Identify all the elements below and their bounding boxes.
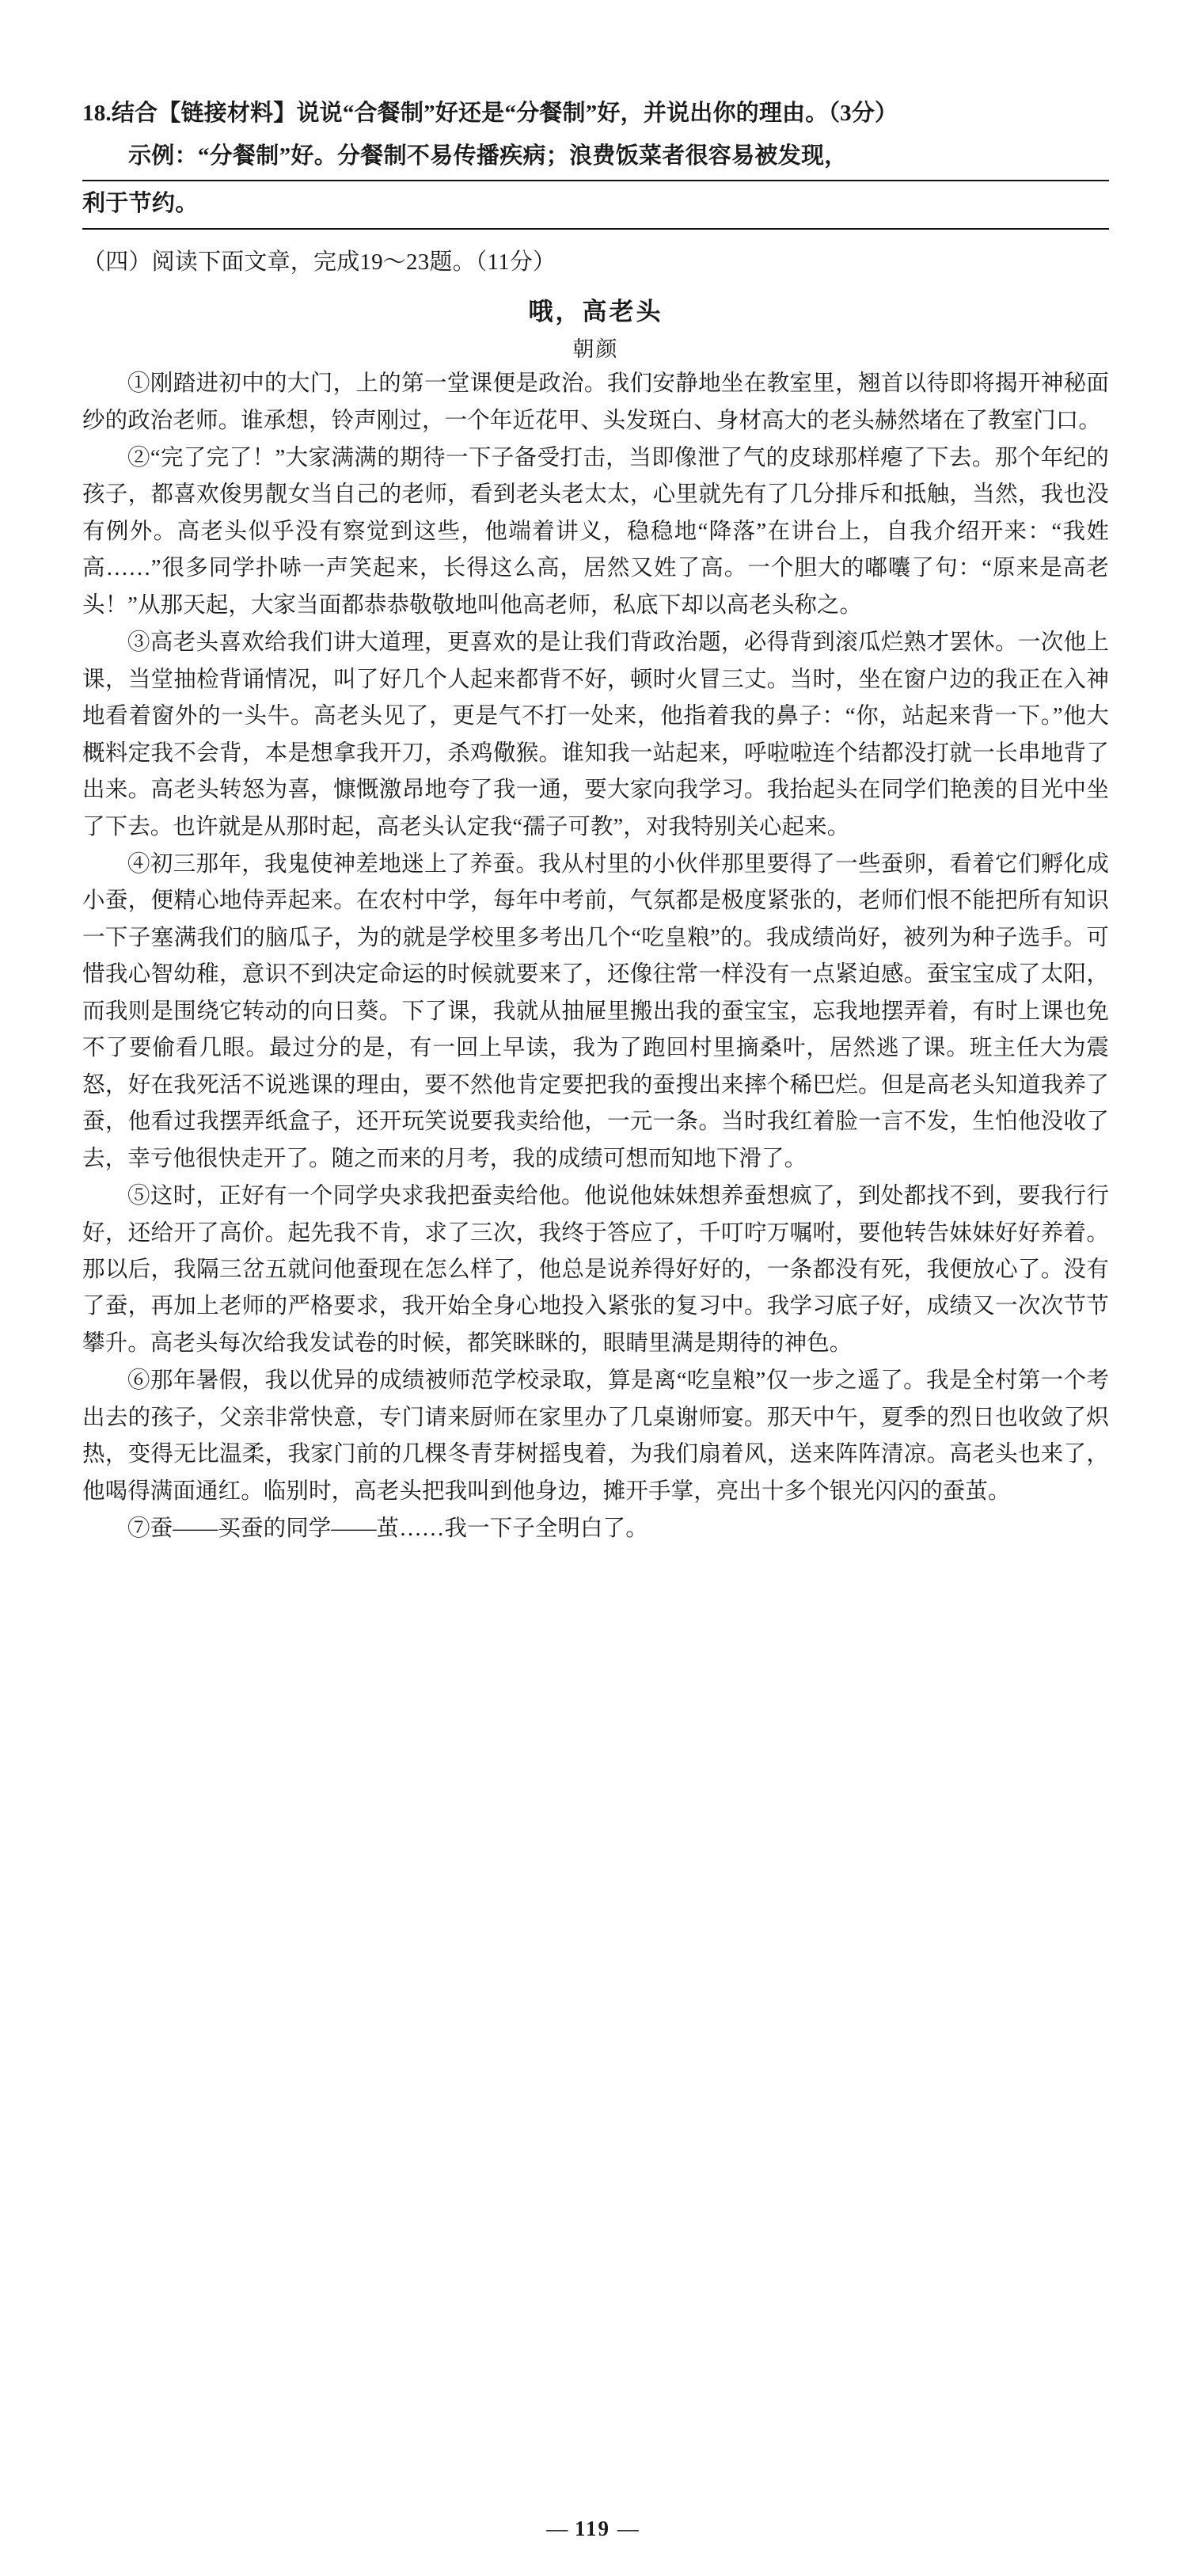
question-18-answer [82,137,1109,181]
article-author: 朝颜 [572,337,619,362]
footer-dash-right: — [617,2517,639,2540]
paragraph-5: ⑤这时，正好有一个同学央求我把蚕卖给他。他说他妹妹想养蚕想疯了，到处都找不到，要我行行好，还给开了高价。起先我不肯，求了三次，我终于答应了，千叮咛万嘱咐，要他转告妹妹好好养着。那以后，我隔三岔五就问他蚕现在怎么样了，他总是说养得好好的，一条都没有死，我便放心了。没有了蚕，再加上老师的严格要求，我开始全身心地投入紧张的复习中。我学习底子好，成绩又一次次节节攀升。高老头每次给我发试卷的时候，都笑眯眯的，眼睛里满是期待的神色。 [82,1184,1109,1356]
paragraph-3: ③高老头喜欢给我们讲大道理，更喜欢的是让我们背政治题，必得背到滚瓜烂熟才罢休。一次他上课，当堂抽检背诵情况，叫了好几个人起来都背不好，顿时火冒三丈。当时，坐在窗户边的我正在入神地看着窗外的一头牛。高老头见了，更是气不打一处来，他指着我的鼻子：“你，站起来背一下。”他大概料定我不会背，本是想拿我开刀，杀鸡儆猴。谁知我一站起来，呼啦啦连个结都没打就一长串地背了出来。高老头转怒为喜，慷慨激昂地夸了我一通，要大家向我学习。我抬起头在同学们艳羡的目光中坐了下去。也许就是从那时起，高老头认定我“孺子可教”，对我特别关心起来。 [82,630,1109,839]
page-footer [0,2517,1185,2541]
paragraph-6: ⑥那年暑假，我以优异的成绩被师范学校录取，算是离“吃皇粮”仅一步之遥了。我是全村第一个考出去的孩子，父亲非常快意，专门请来厨师在家里办了几桌谢师宴。那天中午，夏季的烈日也收敛了炽热，变得无比温柔，我家门前的几棵冬青芽树摇曳着，为我们扇着风，送来阵阵清凉。高老头也来了，他喝得满面通红。临别时，高老头把我叫到他身边，摊开手掌，亮出十多个银光闪闪的蚕茧。 [82,1368,1109,1504]
article-title: 哦，高老头 [528,298,663,326]
question-18-text: 结合【链接材料】说说“合餐制”好还是“分餐制”好，并说出你的理由。（3分） [111,101,898,126]
section-header: （四）阅读下面文章，完成19～23题。（11分） [82,249,556,275]
answer-line-2: 利于节约。 [82,185,1109,230]
paragraph-7: ⑦蚕——买蚕的同学——茧……我一下子全明白了。 [127,1516,648,1542]
footer-dash-left: — [546,2517,568,2540]
question-18 [82,95,1109,132]
paragraph-1: ①刚踏进初中的大门，上的第一堂课便是政治。我们安静地坐在教室里，翘首以待即将揭开神秘面纱的政治老师。谁承想，铃声刚过，一个年近花甲、头发斑白、身材高大的老头赫然堵在了教室门口。 [82,371,1109,433]
page-number: 119 [574,2517,610,2540]
paragraph-2: ②“完了完了！”大家满满的期待一下子备受打击，当即像泄了气的皮球那样瘪了下去。那个年纪的孩子，都喜欢俊男靓女当自己的老师，看到老头老太太，心里就先有了几分排斥和抵触，当然，我也没有例外。高老头似乎没有察觉到这些，他端着讲义，稳稳地“降落”在讲台上，自我介绍开来：“我姓高……”很多同学扑哧一声笑起来，长得这么高，居然又姓了高。一个胆大的嘟囔了句：“原来是高老头！”从那天起，大家当面都恭恭敬敬地叫他高老师，私底下却以高老头称之。 [82,446,1109,618]
question-18-answer-cont [82,185,1109,230]
question-18-number: 18. [82,101,112,126]
paragraph-4: ④初三那年，我鬼使神差地迷上了养蚕。我从村里的小伙伴那里要得了一些蚕卵，看着它们孵化成小蚕，便精心地侍弄起来。在农村中学，每年中考前，气氛都是极度紧张的，老师们恨不能把所有知识一下子塞满我们的脑瓜子，为的就是学校里多考出几个“吃皇粮”的。我成绩尚好，被列为种子选手。可惜我心智幼稚，意识不到决定命运的时候就要来了，还像往常一样没有一点紧迫感。蚕宝宝成了太阳，而我则是围绕它转动的向日葵。下了课，我就从抽屉里搬出我的蚕宝宝，忘我地摆弄着，有时上课也免不了要偷看几眼。最过分的是，有一回上早读，我为了跑回村里摘桑叶，居然逃了课。班主任大为震怒，好在我死活不说逃课的理由，要不然他肯定要把我的蚕搜出来摔个稀巴烂。但是高老头知道我养了蚕，他看过我摆弄纸盒子，还开玩笑说要我卖给他，一元一条。当时我红着脸一言不发，生怕他没收了去，幸亏他很快走开了。随之而来的月考，我的成绩可想而知地下滑了。 [82,852,1109,1171]
answer-line-1: 示例：“分餐制”好。分餐制不易传播疾病；浪费饭菜者很容易被发现， [82,137,1109,181]
